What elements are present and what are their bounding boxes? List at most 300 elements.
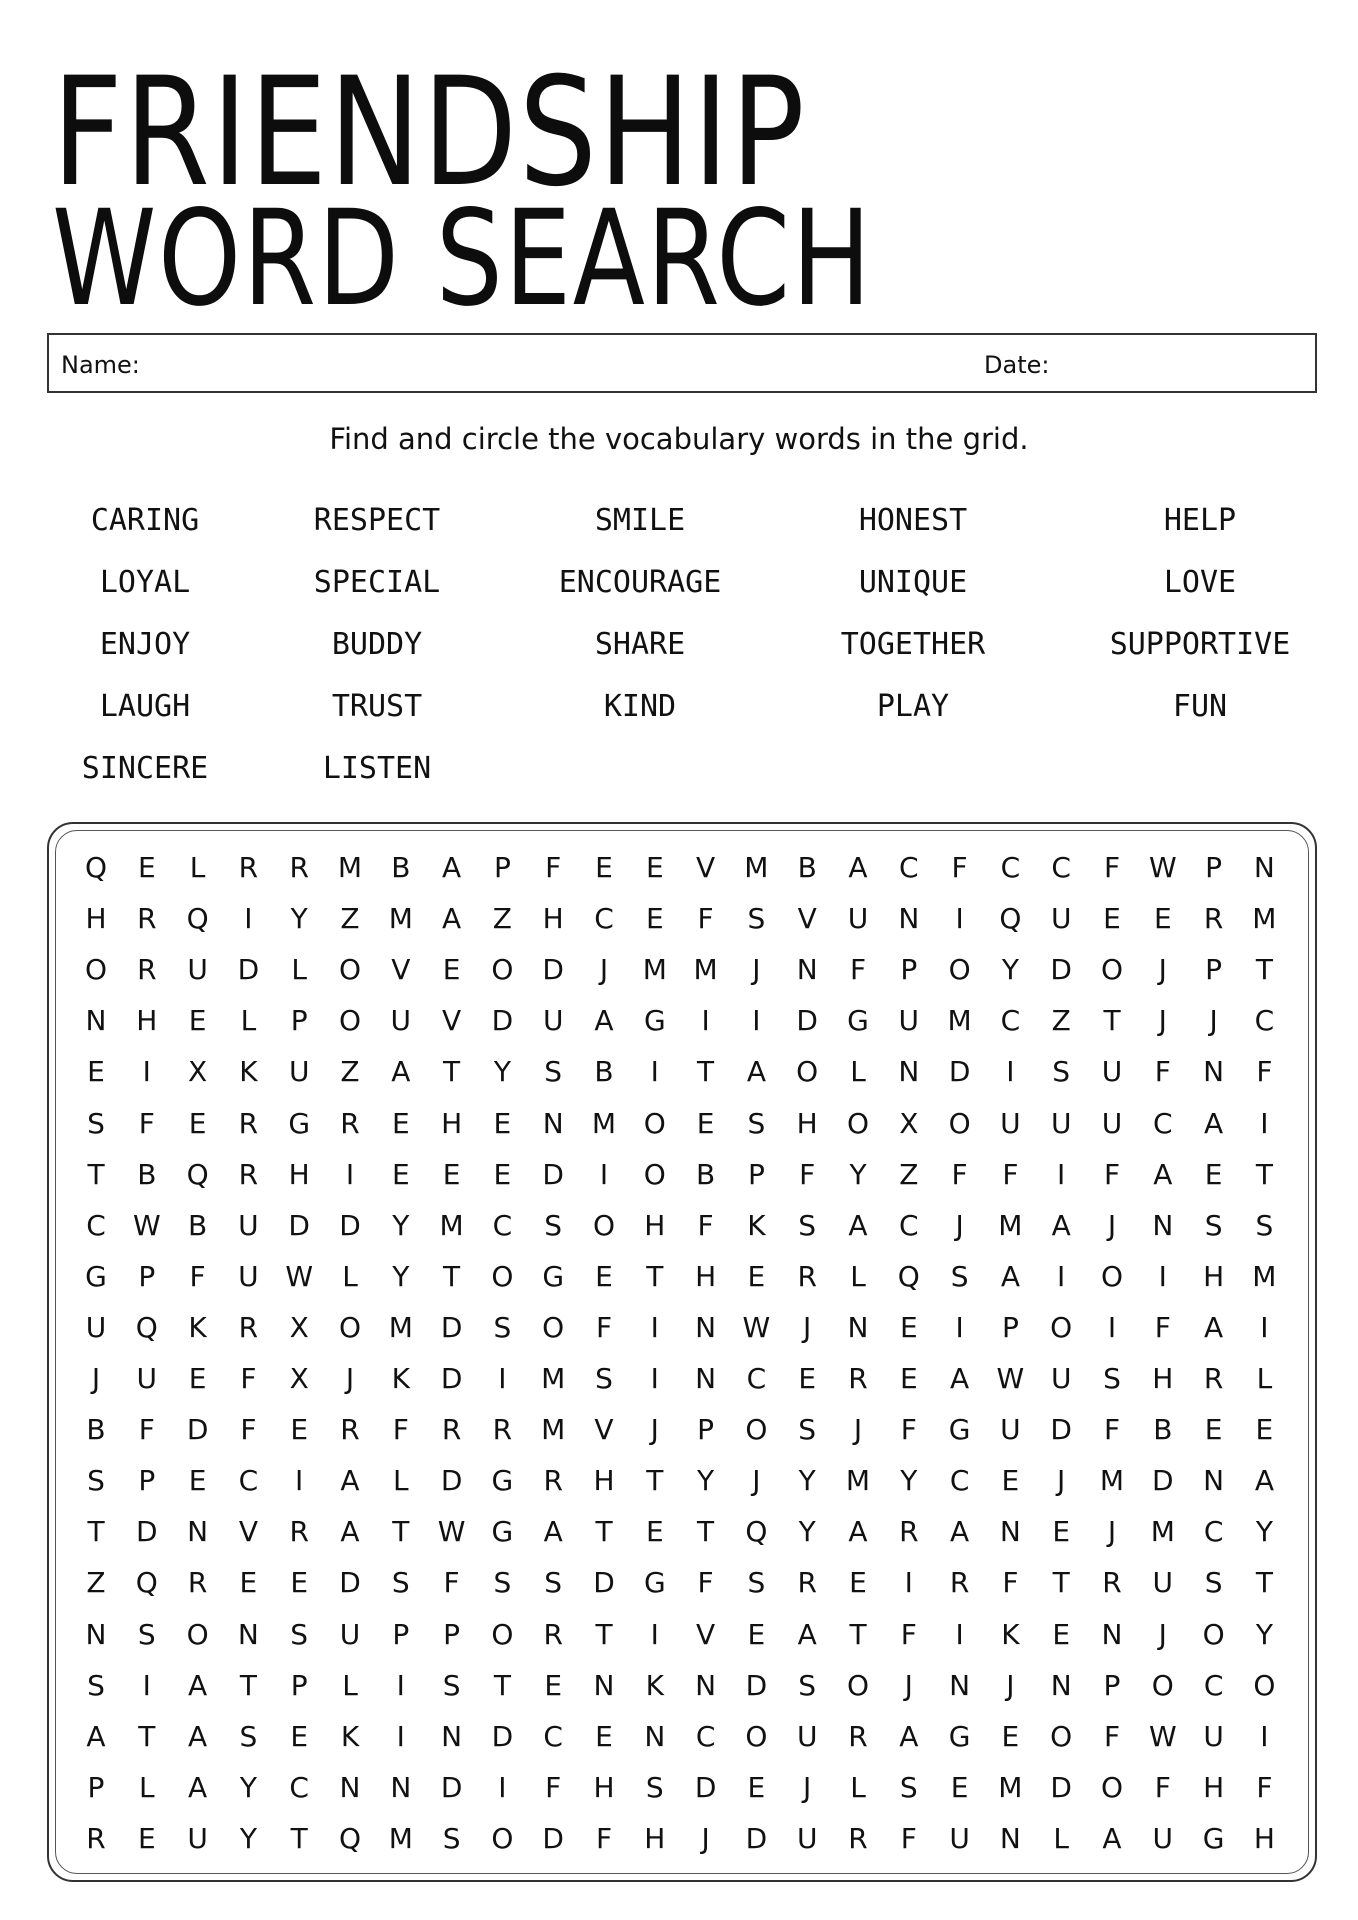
grid-cell: G: [542, 1259, 565, 1293]
grid-cell: N: [847, 1310, 869, 1344]
grid-cell: Z: [1051, 1004, 1071, 1038]
grid-cell: J: [1006, 1668, 1015, 1702]
grid-cell: F: [799, 1157, 816, 1191]
grid-cell: G: [491, 1464, 514, 1498]
grid-cell: O: [1151, 1668, 1174, 1702]
grid-cell: Y: [493, 1055, 511, 1089]
grid-cell: J: [752, 1464, 761, 1498]
grid-cell: D: [1050, 1770, 1072, 1804]
grid-cell: J: [955, 1208, 964, 1242]
grid-cell: E: [391, 1106, 410, 1140]
grid-cell: M: [1150, 1515, 1175, 1549]
grid-cell: F: [1256, 1055, 1273, 1089]
grid-cell: E: [747, 1617, 766, 1651]
grid-cell: E: [188, 1464, 207, 1498]
grid-cell: Y: [798, 1515, 816, 1549]
grid-cell: F: [1103, 1719, 1121, 1753]
grid-cell: I: [1260, 1106, 1269, 1140]
grid-cell: O: [1050, 1310, 1073, 1344]
grid-cell: A: [594, 1004, 614, 1038]
grid-cell: K: [1001, 1617, 1020, 1651]
grid-cell: I: [1057, 1259, 1066, 1293]
grid-cell: Y: [290, 902, 308, 936]
grid-cell: D: [1050, 953, 1072, 987]
grid-cell: F: [1154, 1055, 1171, 1089]
grid-cell: F: [1256, 1770, 1273, 1804]
grid-cell: T: [595, 1617, 613, 1651]
grid-cell: K: [188, 1310, 207, 1344]
grid-cell: Q: [186, 902, 209, 936]
grid-cell: D: [491, 1719, 514, 1753]
grid-cell: E: [1052, 1617, 1071, 1651]
grid-cell: E: [645, 851, 664, 884]
grid-cell: S: [1052, 1055, 1071, 1089]
grid-cell: W: [132, 1208, 161, 1242]
grid-cell: U: [1152, 1566, 1174, 1600]
grid-cell: S: [798, 1208, 817, 1242]
grid-cell: N: [695, 1310, 717, 1344]
grid-cell: I: [1158, 1259, 1167, 1293]
grid-cell: T: [1255, 1566, 1273, 1600]
word-caring: CARING: [90, 503, 200, 538]
grid-cell: U: [1203, 1719, 1224, 1753]
grid-cell: G: [948, 1413, 971, 1447]
grid-cell: I: [650, 1055, 659, 1089]
grid-cell: E: [239, 1566, 258, 1600]
grid-cell: O: [338, 1310, 362, 1344]
grid-cell: S: [798, 1668, 817, 1702]
grid-cell: F: [443, 1566, 460, 1600]
grid-cell: C: [1153, 1106, 1173, 1140]
grid-inner-border: [55, 830, 1309, 1874]
grid-cell: N: [1203, 1055, 1225, 1089]
grid-cell: S: [137, 1617, 156, 1651]
grid-cell: F: [697, 1566, 714, 1600]
grid-cell: F: [849, 953, 867, 987]
grid-cell: M: [439, 1208, 464, 1242]
grid-cell: O: [745, 1719, 768, 1753]
grid-cell: N: [1203, 1464, 1225, 1498]
grid-cell: O: [948, 1106, 971, 1140]
grid-cell: C: [746, 1362, 767, 1395]
grid-cell: B: [187, 1208, 208, 1242]
grid-cell: H: [1203, 1259, 1225, 1293]
grid-cell: I: [1057, 1157, 1066, 1191]
grid-cell: U: [542, 1004, 564, 1038]
grid-cell: M: [744, 851, 769, 884]
grid-cell: Y: [1255, 1515, 1273, 1549]
grid-cell: Y: [392, 1259, 410, 1293]
grid-cell: S: [747, 1106, 766, 1140]
grid-cell: T: [138, 1719, 156, 1753]
grid-cell: I: [599, 1157, 609, 1191]
grid-cell: T: [290, 1821, 308, 1855]
grid-cell: A: [848, 1515, 868, 1549]
grid-cell: Q: [745, 1515, 768, 1549]
grid-cell: E: [1001, 1464, 1020, 1498]
grid-cell: B: [797, 851, 817, 884]
grid-cell: F: [545, 851, 562, 884]
word-encourage: ENCOURAGE: [558, 565, 722, 600]
grid-cell: T: [1103, 1004, 1121, 1038]
grid-cell: F: [138, 1106, 155, 1140]
grid-cell: D: [491, 1004, 514, 1038]
grid-cell: M: [541, 1362, 566, 1395]
grid-cell: T: [697, 1055, 715, 1089]
grid-cell: E: [645, 1515, 664, 1549]
grid-cell: O: [796, 1055, 819, 1089]
grid-cell: D: [136, 1515, 158, 1549]
grid-cell: J: [853, 1413, 863, 1447]
grid-cell: M: [1099, 1464, 1125, 1498]
grid-cell: J: [904, 1668, 913, 1702]
grid-cell: S: [493, 1566, 512, 1600]
grid-cell: E: [1204, 1157, 1223, 1191]
grid-cell: Q: [135, 1310, 158, 1344]
grid-cell: W: [742, 1310, 771, 1344]
grid-cell: E: [1153, 902, 1172, 936]
grid-cell: R: [340, 1106, 360, 1140]
grid-cell: F: [1154, 1770, 1171, 1804]
grid-cell: A: [797, 1617, 817, 1651]
grid-cell: R: [543, 1464, 563, 1498]
grid-cell: H: [1152, 1362, 1174, 1395]
grid-cell: P: [290, 1004, 308, 1038]
grid-cell: S: [1255, 1208, 1274, 1242]
grid-cell: M: [947, 1004, 972, 1038]
word-kind: KIND: [603, 689, 677, 724]
grid-cell: E: [544, 1668, 563, 1702]
grid-cell: J: [1107, 1515, 1117, 1549]
grid-cell: I: [498, 1770, 507, 1804]
grid-cell: R: [137, 902, 157, 936]
grid-cell: T: [1255, 953, 1273, 987]
grid-cell: J: [1158, 1617, 1167, 1651]
grid-cell: V: [442, 1004, 462, 1038]
grid-cell: P: [290, 1668, 308, 1702]
word-honest: HONEST: [858, 503, 968, 538]
grid-cell: O: [1050, 1719, 1073, 1753]
grid-cell: U: [796, 1719, 818, 1753]
grid-cell: A: [1102, 1821, 1122, 1855]
grid-cell: H: [542, 902, 564, 936]
grid-cell: R: [797, 1566, 817, 1600]
grid-cell: G: [288, 1106, 311, 1140]
grid-cell: J: [1158, 953, 1167, 987]
grid-cell: A: [188, 1719, 208, 1753]
grid-cell: C: [289, 1770, 309, 1804]
grid-cell: O: [643, 1106, 666, 1140]
grid-cell: N: [593, 1668, 615, 1702]
grid-cell: E: [188, 1106, 207, 1140]
grid-cell: T: [87, 1157, 105, 1191]
grid-cell: L: [189, 851, 206, 884]
grid-cell: O: [846, 1106, 870, 1140]
grid-cell: R: [238, 1106, 259, 1140]
grid-cell: D: [440, 1770, 463, 1804]
grid-cell: C: [543, 1719, 563, 1753]
grid-cell: X: [289, 1362, 309, 1395]
grid-cell: H: [695, 1259, 717, 1293]
grid-cell: S: [442, 1821, 461, 1855]
grid-cell: Y: [1001, 953, 1019, 987]
grid-cell: U: [187, 1821, 208, 1855]
grid-cell: D: [542, 1821, 564, 1855]
grid-cell: S: [239, 1719, 258, 1753]
title-line-2: WORD SEARCH: [52, 182, 873, 336]
grid-cell: S: [493, 1310, 512, 1344]
grid-cell: Y: [798, 1464, 816, 1498]
grid-cell: U: [898, 1004, 920, 1038]
word-buddy: BUDDY: [331, 627, 423, 662]
grid-cell: A: [188, 1668, 208, 1702]
grid-cell: T: [87, 1515, 105, 1549]
grid-cell: N: [1101, 1617, 1123, 1651]
grid-cell: O: [1100, 1259, 1124, 1293]
grid-cell: S: [950, 1259, 969, 1293]
grid-cell: T: [849, 1617, 867, 1651]
grid-cell: E: [391, 1157, 410, 1191]
grid-cell: D: [745, 1668, 768, 1702]
grid-cell: E: [798, 1362, 817, 1395]
grid-cell: A: [1051, 1208, 1071, 1242]
grid-cell: F: [595, 1310, 613, 1344]
grid-cell: Q: [186, 1157, 209, 1191]
grid-cell: O: [338, 1004, 362, 1038]
grid-cell: Z: [492, 902, 512, 936]
grid-cell: W: [1148, 851, 1177, 884]
grid-cell: F: [138, 1413, 155, 1447]
grid-cell: H: [796, 1106, 818, 1140]
grid-cell: E: [645, 902, 664, 936]
grid-cell: R: [86, 1821, 106, 1855]
grid-cell: I: [396, 1719, 405, 1753]
grid-cell: Y: [849, 1157, 867, 1191]
grid-cell: J: [1209, 1004, 1218, 1038]
grid-cell: G: [643, 1004, 666, 1038]
grid-cell: N: [339, 1770, 361, 1804]
grid-cell: F: [900, 1617, 917, 1651]
word-smile: SMILE: [594, 503, 686, 538]
grid-cell: N: [695, 1668, 717, 1702]
grid-cell: E: [747, 1259, 766, 1293]
title-line-1: FRIENDSHIP: [52, 46, 807, 220]
grid-cell: D: [339, 1208, 361, 1242]
word-help: HELP: [1163, 503, 1237, 538]
grid-cell: F: [189, 1259, 206, 1293]
grid-cell: M: [642, 953, 667, 987]
grid-cell: P: [747, 1157, 765, 1191]
grid-cell: P: [392, 1617, 410, 1651]
grid-cell: N: [898, 902, 920, 936]
grid-cell: K: [391, 1362, 410, 1395]
grid-cell: I: [955, 902, 964, 936]
grid-cell: P: [87, 1770, 105, 1804]
grid-cell: D: [339, 1566, 361, 1600]
grid-cell: B: [594, 1055, 614, 1089]
grid-cell: A: [442, 902, 462, 936]
grid-cell: X: [899, 1106, 919, 1140]
grid-cell: N: [1152, 1208, 1174, 1242]
grid-cell: U: [238, 1208, 259, 1242]
grid-cell: U: [847, 902, 869, 936]
grid-cell: A: [340, 1515, 360, 1549]
grid-cell: E: [442, 1157, 461, 1191]
instructions: Find and circle the vocabulary words in the grid.: [329, 422, 1029, 456]
grid-cell: S: [87, 1668, 105, 1702]
grid-cell: R: [848, 1362, 868, 1395]
grid-cell: K: [239, 1055, 258, 1089]
word-unique: UNIQUE: [858, 565, 968, 600]
grid-cell: A: [543, 1515, 563, 1549]
grid-cell: E: [493, 1157, 512, 1191]
grid-cell: I: [244, 902, 253, 936]
grid-cell: I: [498, 1362, 507, 1395]
grid-cell: P: [493, 851, 511, 884]
grid-cell: E: [595, 1259, 613, 1293]
grid-cell: B: [86, 1413, 106, 1447]
grid-cell: V: [696, 851, 716, 884]
grid-cell: P: [1205, 851, 1223, 884]
grid-cell: I: [650, 1310, 659, 1344]
word-listen: LISTEN: [322, 751, 432, 786]
grid-cell: D: [796, 1004, 818, 1038]
grid-cell: L: [291, 953, 307, 987]
grid-cell: G: [491, 1515, 514, 1549]
grid-cell: E: [1052, 1515, 1071, 1549]
grid-cell: E: [1204, 1413, 1223, 1447]
grid-cell: U: [1000, 1106, 1021, 1140]
grid-cell: K: [340, 1719, 360, 1753]
grid-cell: I: [1006, 1055, 1015, 1089]
grid-cell: A: [950, 1515, 970, 1549]
grid-cell: Z: [340, 1055, 360, 1089]
grid-cell: U: [796, 1821, 818, 1855]
grid-cell: E: [1103, 902, 1121, 936]
grid-cell: Y: [239, 1821, 257, 1855]
date-label: Date:: [984, 351, 1050, 379]
grid-cell: E: [950, 1770, 969, 1804]
grid-cell: A: [848, 851, 868, 884]
grid-cell: L: [392, 1464, 409, 1498]
word-fun: FUN: [1172, 689, 1228, 724]
grid-cell: D: [1050, 1413, 1072, 1447]
grid-cell: P: [1001, 1310, 1019, 1344]
grid-cell: Q: [338, 1821, 362, 1855]
grid-cell: C: [1000, 1004, 1021, 1038]
grid-cell: S: [391, 1566, 410, 1600]
grid-cell: I: [295, 1464, 304, 1498]
grid-cell: E: [290, 1413, 309, 1447]
grid-cell: T: [646, 1259, 664, 1293]
grid-cell: W: [285, 1259, 314, 1293]
grid-cell: D: [542, 953, 564, 987]
grid-cell: H: [593, 1464, 615, 1498]
grid-cell: W: [1148, 1719, 1177, 1753]
grid-cell: C: [899, 851, 919, 884]
grid-cell: R: [797, 1259, 817, 1293]
grid-cell: O: [186, 1617, 209, 1651]
grid-cell: R: [289, 851, 309, 884]
grid-cell: H: [644, 1208, 666, 1242]
grid-cell: J: [1107, 1208, 1117, 1242]
grid-cell: S: [87, 1106, 105, 1140]
grid-cell: N: [898, 1055, 920, 1089]
grid-cell: O: [338, 953, 362, 987]
grid-cell: J: [752, 953, 761, 987]
grid-cell: M: [337, 851, 363, 884]
grid-cell: U: [1050, 902, 1072, 936]
grid-cell: A: [442, 851, 462, 884]
grid-cell: I: [142, 1055, 151, 1089]
grid-cell: E: [87, 1055, 105, 1089]
grid-cell: E: [747, 1770, 766, 1804]
grid-cell: I: [701, 1004, 710, 1038]
grid-cell: I: [650, 1617, 659, 1651]
grid-cell: P: [138, 1259, 156, 1293]
grid-cell: N: [237, 1617, 259, 1651]
grid-cell: J: [91, 1362, 101, 1395]
grid-cell: A: [340, 1464, 360, 1498]
grid-cell: T: [443, 1259, 461, 1293]
grid-cell: N: [187, 1515, 209, 1549]
grid-cell: I: [396, 1668, 405, 1702]
grid-cell: R: [1203, 902, 1224, 936]
grid-cell: V: [696, 1617, 716, 1651]
grid-cell: N: [695, 1362, 717, 1395]
grid-cell: T: [1255, 1157, 1273, 1191]
grid-cell: N: [644, 1719, 666, 1753]
grid-cell: S: [1204, 1208, 1223, 1242]
grid-cell: R: [848, 1821, 868, 1855]
grid-cell: R: [340, 1413, 360, 1447]
word-search-grid: [47, 822, 1317, 1882]
grid-cell: R: [1203, 1362, 1224, 1395]
grid-cell: R: [238, 1310, 259, 1344]
grid-cell: Z: [86, 1566, 106, 1600]
grid-cell: S: [747, 902, 766, 936]
grid-cell: J: [599, 953, 609, 987]
grid-cell: F: [392, 1413, 409, 1447]
grid-cell: Q: [897, 1259, 920, 1293]
grid-cell: K: [747, 1208, 766, 1242]
grid-cell: E: [290, 1566, 309, 1600]
grid-cell: I: [955, 1617, 964, 1651]
grid-cell: Y: [697, 1464, 715, 1498]
grid-cell: O: [84, 953, 108, 987]
grid-cell: S: [645, 1770, 664, 1804]
grid-cell: A: [1254, 1464, 1274, 1498]
grid-cell: G: [948, 1719, 971, 1753]
grid-cell: M: [1252, 902, 1277, 936]
grid-cell: A: [391, 1055, 411, 1089]
grid-cell: E: [899, 1362, 918, 1395]
grid-cell: F: [697, 902, 714, 936]
grid-cell: F: [240, 1362, 257, 1395]
grid-cell: U: [1101, 1106, 1123, 1140]
word-love: LOVE: [1163, 565, 1237, 600]
grid-cell: R: [238, 1157, 259, 1191]
grid-cell: O: [1100, 1770, 1124, 1804]
grid-cell: R: [492, 1413, 513, 1447]
grid-cell: L: [850, 1055, 866, 1089]
grid-cell: C: [899, 1208, 919, 1242]
grid-cell: N: [999, 1821, 1021, 1855]
grid-cell: E: [290, 1719, 309, 1753]
grid-cell: C: [695, 1719, 716, 1753]
grid-cell: S: [1103, 1362, 1121, 1395]
grid-cell: L: [850, 1770, 866, 1804]
